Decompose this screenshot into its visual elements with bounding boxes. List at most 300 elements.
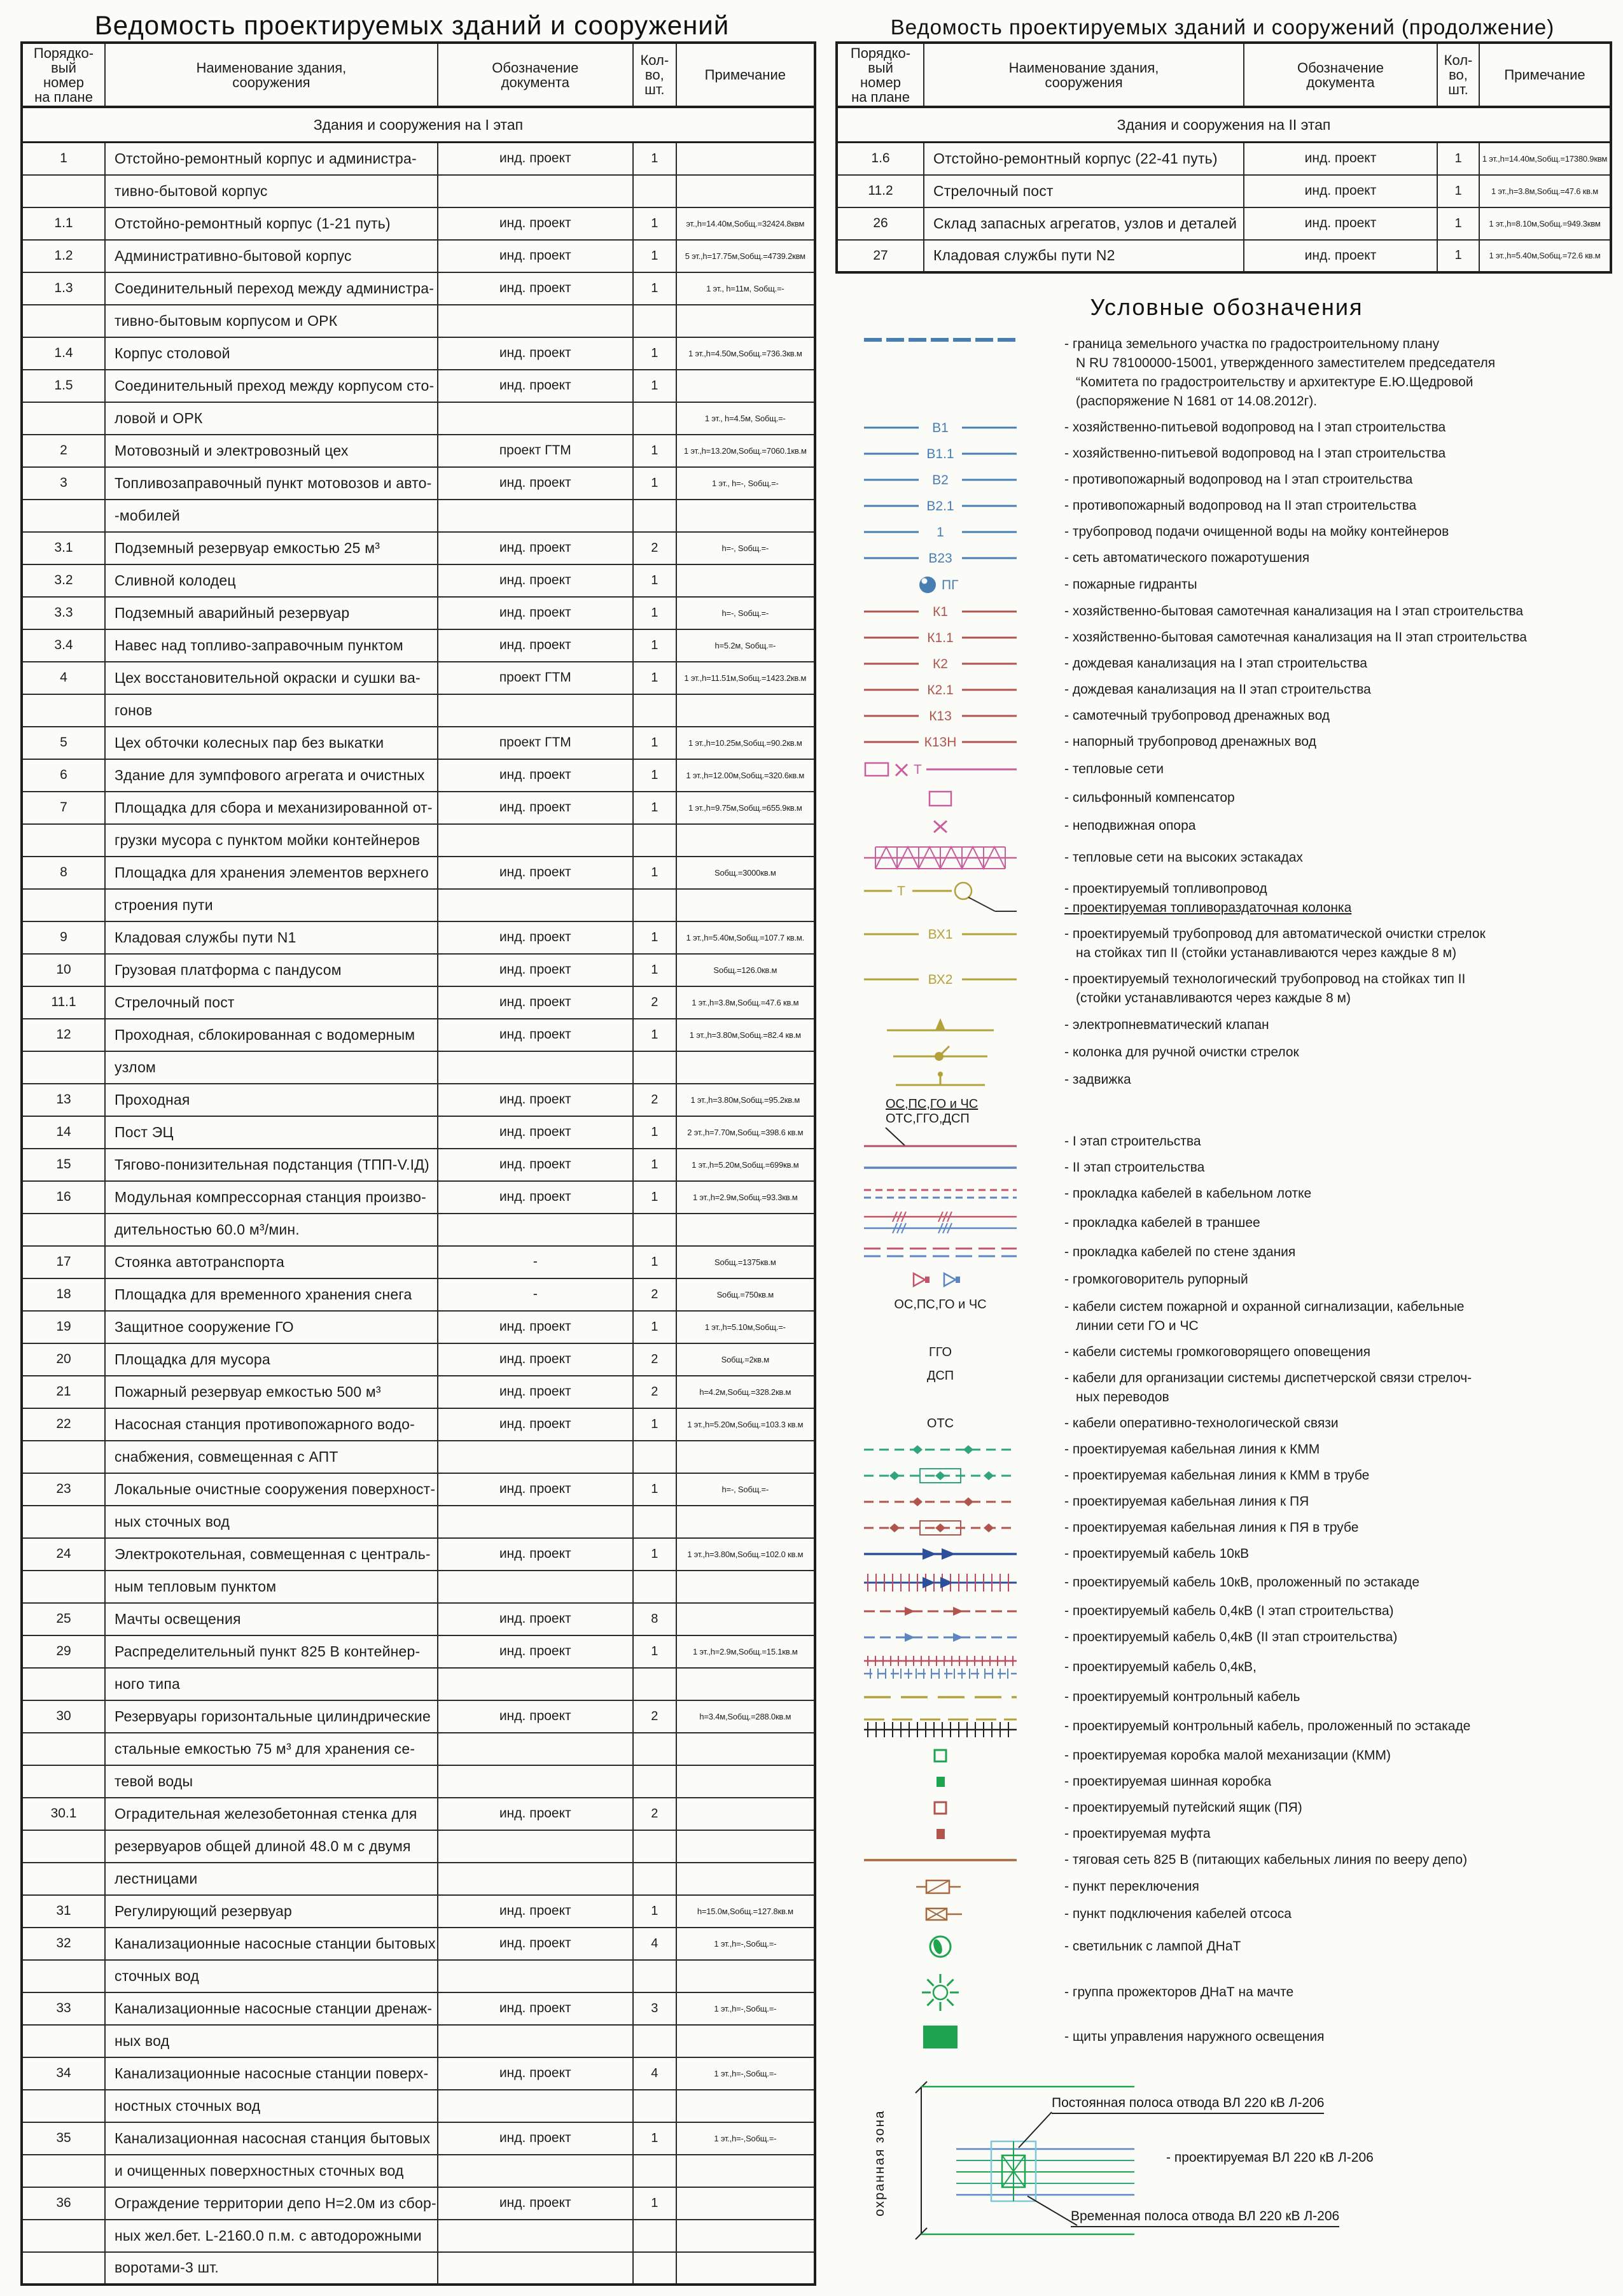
cell-quantity: 1 [633,1019,676,1051]
cell-note: Sобщ.=1375кв.м [676,1246,815,1278]
cell-plan-number [22,694,105,727]
cell-plan-number: 1.3 [22,272,105,305]
cell-plan-number: 20 [22,1343,105,1376]
cell-plan-number [22,1051,105,1084]
legend-item-label [1045,1658,1618,1677]
cell-plan-number: 18 [22,1278,105,1311]
cell-plan-number: 27 [837,240,924,272]
cell-plan-number: 21 [22,1376,105,1408]
table-row [22,402,815,435]
table-row [22,2187,815,2220]
legend-item [835,549,1618,568]
lamp-symbol [835,1931,1045,1962]
legend-label-line: - задвижка [1064,1072,1131,1087]
svg-text:К13Н: К13Н [924,735,957,750]
cell-name: узлом [105,1051,438,1084]
cell-quantity: 1 [633,2187,676,2220]
cell-name: Площадка для временного хранения снега [105,1278,438,1311]
labline-symbol [835,654,1045,673]
legend-item [835,418,1618,437]
cell-plan-number [22,824,105,857]
cell-name: Топливозаправочный пункт мотовозов и авто- [105,467,438,500]
legend-item-label [1045,1466,1618,1485]
legend-label-line: - пункт подключения кабелей отсоса [1064,1907,1292,1921]
cell-name: Стрелочный пост [924,175,1244,207]
arrowline-symbol [835,1546,1045,1562]
cell-quantity: 1 [1437,175,1479,207]
header-line: на плане [851,88,910,105]
legend-item [835,843,1618,872]
projected-line-label: - проектируемая ВЛ 220 кВ Л-206 [1166,2150,1374,2165]
dashdiamondbox-symbol [835,1519,1045,1537]
legend-label-line: - кабели систем пожарной и охранной сигнализации, кабельные [1064,1299,1465,1314]
stage-labels-symbol [864,1097,1017,1151]
cell-note [676,1506,815,1538]
cell-document: инд. проект [438,1992,633,2025]
cell-note [676,1668,815,1700]
cell-document [438,2155,633,2187]
legend-item-label [1045,335,1618,411]
header-line: документа [1306,74,1375,90]
header-line: вый [51,59,76,76]
cell-name: ного типа [105,1668,438,1700]
legend-label-line: - проектируемый кабель 0,4кВ (II этап строительства) [1064,1630,1398,1644]
cell-plan-number: 5 [22,727,105,759]
labline-symbol [835,549,1045,568]
legend-item [835,925,1618,963]
table-row [22,1992,815,2025]
cell-name: Регулирующий резервуар [105,1895,438,1928]
cell-quantity: 1 [633,1116,676,1149]
cell-document: инд. проект [438,1895,633,1928]
cell-note: 2 эт.,h=7.70м,Sобщ.=398.6 кв.м [676,1116,815,1149]
cell-note [676,2187,815,2220]
cell-plan-number [22,1571,105,1603]
rectsym-symbol [835,787,1045,809]
legend-item [835,470,1618,489]
cell-name: строения пути [105,889,438,921]
cell-plan-number: 1.5 [22,370,105,402]
legend-label-line: - проектируемая кабельная линия к ПЯ [1064,1494,1309,1509]
buildings-table-stage1 [20,41,816,2286]
cell-name: Цех восстановительной окраски и сушки ва- [105,662,438,694]
cell-document: инд. проект [438,1311,633,1343]
cell-name: Кладовая службы пути N1 [105,921,438,954]
cell-plan-number: 23 [22,1473,105,1506]
cell-plan-number: 3.3 [22,597,105,629]
cell-name: Площадка для сбора и механизированной от- [105,792,438,824]
cell-note [676,2155,815,2187]
dashdiamond-symbol [835,1442,1045,1457]
symbol-text-label: ГГО [928,1345,952,1359]
labline-symbol [835,680,1045,699]
cell-plan-number [22,2220,105,2252]
table-row [22,1571,815,1603]
table-row [22,305,815,337]
cell-quantity: 1 [633,921,676,954]
cell-document: инд. проект [438,1408,633,1441]
cell-plan-number [22,2252,105,2285]
legend-item-label [1045,1132,1618,1151]
legend-label-line: - проектируемая муфта [1064,1826,1211,1841]
cell-quantity [633,2220,676,2252]
legend-item [835,1269,1618,1291]
cell-document [438,1506,633,1538]
cell-quantity [633,1506,676,1538]
cell-note [676,2220,815,2252]
legend-label-line: - группа прожекторов ДНаТ на мачте [1064,1985,1294,1999]
cell-document [438,1960,633,1992]
cell-name: Проходная [105,1084,438,1116]
cell-document [438,2025,633,2057]
table-row [22,240,815,272]
table-row [22,792,815,824]
table-row [22,1246,815,1278]
cell-document: инд. проект [438,1019,633,1051]
cell-plan-number: 24 [22,1538,105,1571]
table-row [22,207,815,240]
truss-symbol [835,843,1045,872]
cell-plan-number: 22 [22,1408,105,1441]
section-title: Здания и сооружения на I этап [22,107,815,143]
legend-label-line: - прокладка кабелей по стене здания [1064,1245,1296,1259]
table-row [22,1311,815,1343]
cell-quantity: 1 [633,2122,676,2155]
line-symbol [835,1163,1045,1172]
legend-label-line: - проектируемый кабель 0,4кВ, [1064,1660,1257,1674]
cell-document: проект ГТМ [438,727,633,759]
header-row [837,43,1611,107]
legend-label-line: - хозяйственно-бытовая самотечная канализация на II этап строительства [1064,630,1527,645]
cell-quantity: 2 [633,1343,676,1376]
table-row [22,1051,815,1084]
boundary-symbol [835,335,1045,345]
cell-name: Кладовая службы пути N2 [924,240,1244,272]
cell-quantity: 4 [633,1928,676,1960]
table-row [22,986,815,1019]
cell-plan-number: 9 [22,921,105,954]
cell-document [438,694,633,727]
cell-document: инд. проект [438,532,633,564]
legend-item-label [1045,1158,1618,1177]
cell-plan-number [22,1863,105,1895]
legend-label-line: - неподвижная опора [1064,818,1196,833]
cell-note [676,2090,815,2122]
cell-plan-number [22,305,105,337]
cell-note: h=-, Sобщ.=- [676,597,815,629]
legend-item [835,1851,1618,1870]
table-row [22,759,815,792]
cell-note: Sобщ.=3000кв.м [676,857,815,889]
cell-quantity: 1 [633,759,676,792]
legend-item [835,1015,1618,1035]
header-row [22,43,815,107]
textsym-symbol [835,1298,1045,1312]
legend-item [835,1210,1618,1236]
cell-name: Навес над топливо-заправочным пунктом [105,629,438,662]
legend-item-label [1045,1070,1618,1089]
legend-item [835,1654,1618,1681]
svg-text:1: 1 [937,525,944,540]
cell-quantity: 1 [633,597,676,629]
legend-items [835,335,1618,2051]
cell-quantity: 1 [633,1408,676,1441]
cell-quantity: 1 [633,1473,676,1506]
legend-label-line: - проектируемая топливораздаточная колонка [1064,900,1352,915]
legend-item [835,335,1618,411]
legend-label-line: - тепловые сети на высоких эстакадах [1064,850,1303,865]
legend-item-label [1045,1983,1618,2002]
table-row [22,175,815,207]
fuel-symbol [835,879,1045,914]
cell-name: тевой воды [105,1765,438,1798]
cell-name: Мотовозный и электровозный цех [105,435,438,467]
legend-label-line: - противопожарный водопровод на II этап строительства [1064,498,1417,513]
svg-text:Т: Т [897,884,905,899]
cell-plan-number: 35 [22,2122,105,2155]
table-row [22,2057,815,2090]
legend-item [835,1544,1618,1564]
svg-text:В2.1: В2.1 [926,499,954,514]
dashdiamond-symbol [835,1494,1045,1509]
cell-name: Корпус столовой [105,337,438,370]
legend-label-line: - кабели системы громкоговорящего оповещения [1064,1345,1370,1359]
table-row [837,143,1611,175]
cell-note: h=15.0м,Sобщ.=127.8кв.м [676,1895,815,1928]
svg-text:ВХ2: ВХ2 [928,972,953,987]
cell-plan-number: 26 [837,207,924,240]
cell-name: ным тепловым пунктом [105,1571,438,1603]
left-table-title: Ведомость проектируемых зданий и сооружений [94,10,730,40]
cell-note: 1 эт., h=4.5м, Sобщ.=- [676,402,815,435]
cell-note: 1 эт.,h=9.75м,Sобщ.=655.9кв.м [676,792,815,824]
cell-document: инд. проект [438,240,633,272]
cell-name: Распределительный пункт 825 В контейнер- [105,1635,438,1668]
cell-quantity [633,1960,676,1992]
legend-label-line: - дождевая канализация на II этап строительства [1064,682,1371,697]
cell-quantity: 2 [633,1278,676,1311]
cell-quantity [633,1733,676,1765]
table-row [22,532,815,564]
legend-item-label [1045,680,1618,699]
column-header-plan-number [22,43,105,107]
legend-item [835,1097,1618,1151]
cell-note: 1 эт.,h=5.20м,Sобщ.=699кв.м [676,1149,815,1181]
buildings-table-stage2 [835,41,1612,274]
labline-symbol [835,444,1045,463]
legend-label-line: - проектируемый топливопровод [1064,881,1267,896]
cell-plan-number: 2 [22,435,105,467]
header-line: сооружения [232,74,310,90]
legend-item-label [1045,654,1618,673]
table-row [22,1700,815,1733]
legend-label-line: - хозяйственно-питьевой водопровод на I этап строительства [1064,446,1446,461]
legend-item [835,1466,1618,1485]
cell-name: и очищенных поверхностных сточных вод [105,2155,438,2187]
cell-plan-number: 29 [22,1635,105,1668]
svg-text:Т: Т [914,762,922,777]
cell-plan-number: 3 [22,467,105,500]
cell-plan-number: 14 [22,1116,105,1149]
legend-item-label [1045,1343,1618,1362]
cell-quantity: 2 [633,1376,676,1408]
cell-note: 1 эт.,h=4.50м,Sобщ.=736.3кв.м [676,337,815,370]
cell-name: Подземный резервуар емкостью 25 м³ [105,532,438,564]
cell-name: Цех обточки колесных пар без выкатки [105,727,438,759]
table-row [22,921,815,954]
legend-item [835,444,1618,463]
cell-name: Пожарный резервуар емкостью 500 м³ [105,1376,438,1408]
cell-name: Канализационная насосная станция бытовых [105,2122,438,2155]
header-line: Порядко- [33,45,94,61]
cell-plan-number: 7 [22,792,105,824]
cell-quantity [633,1571,676,1603]
cell-name: Площадка для мусора [105,1343,438,1376]
cell-name: Отстойно-ремонтный корпус (1-21 путь) [105,207,438,240]
cell-note [676,1441,815,1473]
legend-label-line: - прокладка кабелей в кабельном лотке [1064,1186,1312,1201]
cell-document: инд. проект [438,337,633,370]
cell-quantity: 1 [633,564,676,597]
cell-name: Соединительный преход между корпусом сто- [105,370,438,402]
symbol-text-label: ОС,ПС,ГО и ЧС [894,1298,987,1312]
cell-plan-number: 1.1 [22,207,105,240]
legend-item [835,1688,1618,1707]
cell-quantity: 1 [1437,143,1479,175]
svg-text:В1: В1 [932,421,949,435]
legend-item-label [1045,732,1618,752]
legend-label-line: - прокладка кабелей в траншее [1064,1215,1260,1230]
svg-text:ПГ: ПГ [942,578,959,592]
cell-plan-number [22,1668,105,1700]
cell-name: -мобилей [105,500,438,532]
table-row [22,597,815,629]
table-row [22,1473,815,1506]
legend-item [835,1628,1618,1647]
column-header-plan-number [837,43,924,107]
cell-plan-number: 8 [22,857,105,889]
cell-name: Оградительная железобетонная стенка для [105,1798,438,1830]
cell-plan-number: 1.6 [837,143,924,175]
cell-plan-number: 10 [22,954,105,986]
legend-label-line: - тяговая сеть 825 В (питающих кабельных линия по вееру депо) [1064,1852,1468,1867]
cell-plan-number: 16 [22,1181,105,1214]
legend-label-line: - проектируемый контрольный кабель [1064,1690,1300,1704]
legend-label-line: - щиты управления наружного освещения [1064,2029,1325,2044]
cell-document [438,175,633,207]
table-row [22,857,815,889]
legend-label-line: - самотечный трубопровод дренажных вод [1064,708,1330,723]
cell-note [676,1863,815,1895]
cell-plan-number [22,1765,105,1798]
cell-quantity: 1 [633,1538,676,1571]
table-row [22,467,815,500]
cell-plan-number: 31 [22,1895,105,1928]
legend-item-label [1045,925,1618,963]
legend-item [835,816,1618,836]
cell-plan-number: 33 [22,1992,105,2025]
line-symbol [835,1856,1045,1865]
cell-note [676,1765,815,1798]
legend-title: Условные обозначения [1090,294,1363,320]
header-line: на плане [34,88,93,105]
cell-quantity: 1 [633,727,676,759]
cell-plan-number: 11.1 [22,986,105,1019]
cell-document [438,2220,633,2252]
cell-document: инд. проект [438,564,633,597]
right-table-title: Ведомость проектируемых зданий и сооружений (продолжение) [890,15,1555,39]
table-row [837,175,1611,207]
cell-quantity: 1 [633,272,676,305]
cell-note [676,175,815,207]
cell-document: инд. проект [438,1376,633,1408]
legend-item [835,2023,1618,2051]
legend-label-line: - сеть автоматического пожаротушения [1064,550,1310,565]
cell-plan-number: 34 [22,2057,105,2090]
labline-symbol [835,970,1045,989]
cell-note: 1 эт.,h=3.80м,Sобщ.=102.0 кв.м [676,1538,815,1571]
cell-document [438,500,633,532]
cell-quantity [633,694,676,727]
legend-item [835,1969,1618,2016]
table-row [22,1441,815,1473]
cell-document [438,2252,633,2285]
legend-item-label [1045,1369,1618,1407]
cell-name: Стоянка автотранспорта [105,1246,438,1278]
legend-label-line: - пункт переключения [1064,1879,1199,1894]
cell-note: h=-, Sобщ.=- [676,1473,815,1506]
legend-label-line: линии сети ГО и ЧС [1076,1319,1199,1333]
legend-item-label [1045,575,1618,594]
cell-document: инд. проект [438,2187,633,2220]
cell-note [676,1830,815,1863]
table-row [22,500,815,532]
legend-item-label [1045,470,1618,489]
trench-symbol [835,1210,1045,1236]
cell-note: 1 эт.,h=5.20м,Sобщ.=103.3 кв.м [676,1408,815,1441]
table-row [22,1733,815,1765]
labline-symbol [835,418,1045,437]
table-row [22,564,815,597]
table-row [22,2220,815,2252]
cell-plan-number: 12 [22,1019,105,1051]
svg-text:В1.1: В1.1 [926,447,954,461]
cell-plan-number: 3.1 [22,532,105,564]
cell-quantity [633,175,676,207]
legend-item [835,1042,1618,1063]
cell-document: инд. проект [438,921,633,954]
cell-note: 1 эт.,h=14.40м,Sобщ.=17380.9квм [1479,143,1611,175]
table-row [22,1506,815,1538]
column-header-quantity [633,43,676,107]
legend-item [835,654,1618,673]
table-row [22,2252,815,2285]
legend-item-label [1045,2027,1618,2047]
cell-quantity [633,1051,676,1084]
legend-item [835,1571,1618,1595]
cell-name: снабжения, совмещенная с АПТ [105,1441,438,1473]
legend-item [835,602,1618,621]
legend-item-label [1045,1877,1618,1896]
table-row [22,1343,815,1376]
switchbox-symbol [835,1877,1045,1897]
cell-note [676,370,815,402]
legend-item [835,575,1618,595]
cell-name: сточных вод [105,1960,438,1992]
cell-document: инд. проект [438,597,633,629]
cell-quantity: 1 [633,435,676,467]
legend-item [835,1746,1618,1765]
